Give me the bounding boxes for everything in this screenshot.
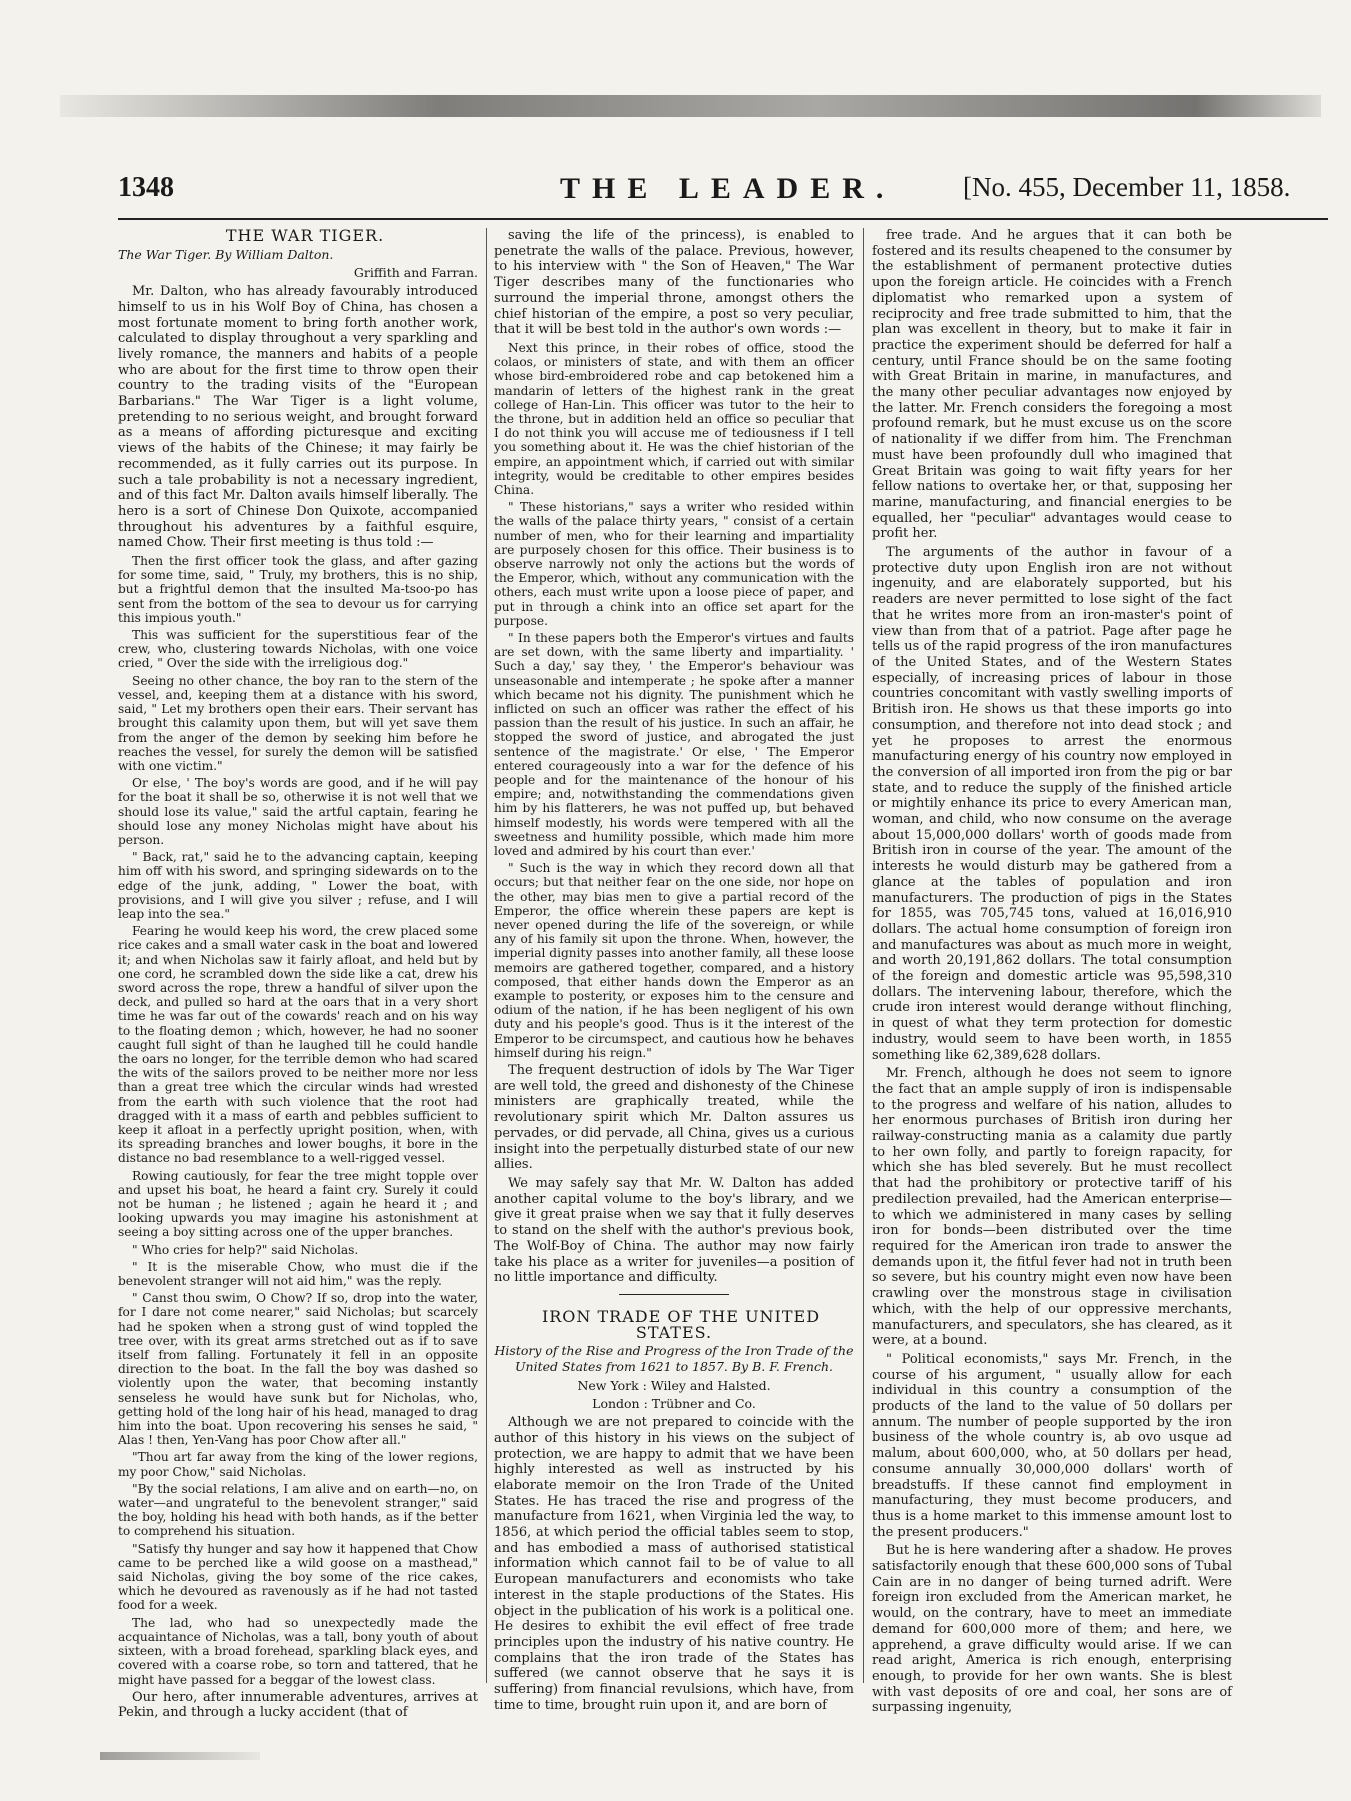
quote-paragraph: " Back, rat," said he to the advancing captain, keeping him off with his sword, and springing sidewards on to the edge of the junk, adding, " Lower the boat, with provisions, and I will give you silver ; refuse, and I will leap into the sea." bbox=[118, 850, 478, 921]
quote-paragraph: " Canst thou swim, O Chow? If so, drop into the water, for I dare not come nearer," said Nicholas; but scarcely had he spoken when a strong gust of wind toppled the tree over, with its great arms stretched out as if to save itself from falling. Fortunately it fell in an opposite direction to the boat. In the fall the boy was dashed so violently upon the water, that becoming instantly senseless he would have sunk but for Nicholas, who, getting hold of the long hair of his head, managed to drag him into the boat. Upon recovering his senses he said, " Alas ! then, Yen-Vang has poor Chow after all." bbox=[118, 1291, 478, 1448]
quote-paragraph: Fearing he would keep his word, the crew placed some rice cakes and a small water cask in the boat and lowered it; and when Nicholas saw it fairly afloat, and held but by one cord, he scrambled down the side like a cat, drew his sword across the rope, threw a handful of silver upon the deck, and pulled so hard at the oars that in a very short time he was far out of the cowards' reach and on his way to the floating demon ; which, however, he had no sooner caught full sight of than he laughed till he could handle the oars no longer, for the terrible demon who had scared the wits of the sailors proved to be neither more nor less than a great tree which the circular winds had wrested from the earth with such violence that the root had dragged with it a mass of earth and pebbles sufficient to keep it afloat in a perfectly upright position, when, with its spreading branches and lower boughs, it bore in the distance no bad resemblance to a well-rigged vessel. bbox=[118, 924, 478, 1166]
column-3 bbox=[872, 228, 1232, 1716]
article-publisher: Griffith and Farran. bbox=[353, 265, 478, 281]
column-divider bbox=[486, 228, 487, 1683]
quote-paragraph: This was sufficient for the superstitious fear of the crew, who, clustering towards Nicholas, with one voice cried, " Over the side with the irreligious dog." bbox=[118, 628, 478, 671]
page-number: 1348 bbox=[118, 172, 174, 203]
paragraph: But he is here wandering after a shadow. He proves satisfactorily enough that these 600,000 sons of Tubal Cain are in no danger of being turned adrift. Were foreign iron excluded from the American market, he would, on the contrary, have to meet an immediate demand for 600,000 more of them; and here, we apprehend, a grave difficulty would arise. If we can read aright, America is rich enough, enterprising enough, to provide for her own wants. She is blest with vast deposits of ore and coal, her sons are of surpassing ingenuity, bbox=[872, 1543, 1232, 1716]
scan-edge bbox=[60, 95, 1321, 117]
issue-info: [No. 455, December 11, 1858. bbox=[963, 172, 1291, 202]
article-byline: The War Tiger. By William Dalton. bbox=[118, 246, 334, 262]
quote-paragraph: " It is the miserable Chow, who must die if the benevolent stranger will not aid him," was the reply. bbox=[118, 1259, 478, 1289]
quote-paragraph: Next this prince, in their robes of office, stood the colaos, or ministers of state, and with them an officer whose bird-embroidered robe and cap betokened him a mandarin of letters of the highest rank in the great college of Han-Lin. This officer was tutor to the heir to the throne, but in addition held an office so peculiar that I do not think you will accuse me of tediousness if I tell you something about it. He was the chief historian of the empire, an appointment which, if carried out with similar integrity, would be creditable to other empires besides China. bbox=[494, 340, 854, 497]
masthead bbox=[118, 172, 1328, 214]
section-rule bbox=[619, 1294, 729, 1295]
article-publisher: New York : Wiley and Halsted. bbox=[577, 1377, 771, 1393]
quote-paragraph: " These historians," says a writer who resided within the walls of the palace thirty years, " consist of a certain number of men, who for their learning and impartiality are purposely chosen for this office. Their business is to observe narrowly not only the actions but the words of the Emperor, which, without any communication with the others, each must write upon a loose piece of paper, and put in through a chink into an office set apart for the purpose. bbox=[494, 500, 854, 628]
quote-paragraph: Or else, ' The boy's words are good, and if he will pay for the boat it shall be so, otherwise it is not well that we should lose its value," said the artful captain, fearing he should lose any money Nicholas might have about his person. bbox=[118, 776, 478, 847]
column-1 bbox=[118, 226, 478, 1721]
article-title: THE WAR TIGER. bbox=[225, 226, 385, 245]
newspaper-title: THE LEADER. bbox=[560, 172, 896, 205]
quote-paragraph: " Such is the way in which they record down all that occurs; but that neither fear on the one side, nor hope on the other, may bias men to give a partial record of the Emperor, the office wherein these papers are kept is never opened during the life of the sovereign, or while any of his family sit upon the throne. When, however, the imperial dignity passes into another family, all these loose memoirs are gathered together, compared, and a history composed, that either hands down the Emperor as an example to posterity, or exposes him to the censure and odium of the nation, if he has been negligent of his own duty and his people's good. Thus is it the interest of the Emperor to be circumspect, and cautious how he behaves himself during his reign." bbox=[494, 861, 854, 1060]
article-byline: History of the Rise and Progress of the Iron Trade of the United States from 1621 to 1857. By B. F. French. bbox=[494, 1343, 854, 1375]
paragraph: free trade. And he argues that it can both be fostered and its results cheapened to the consumer by the establishment of permanent protective duties upon the foreign article. He coincides with a French diplomatist who remarked upon a system of reciprocity and free trade submitted to him, that the plan was excellent in theory, but to make it fair in practice the experiment should be deferred for half a century, until France should be on the same footing with Great Britain in marine, in manufactures, and the many other peculiar advantages now enjoyed by the latter. Mr. French considers the foregoing a most profound remark, but he must excuse us on the score of nationality if we differ from him. The Frenchman must have been profoundly dull who imagined that Great Britain was going to wait fifty years for her fellow nations to overtake her, or that, supposing her marine, manufacturing, and financial energies to be equalled, her "peculiar" advantages would cease to profit her. bbox=[872, 228, 1232, 542]
scan-smudge bbox=[100, 1752, 260, 1760]
paragraph: The arguments of the author in favour of a protective duty upon English iron are not without ingenuity, and are elaborately supported, but his readers are never permitted to lose sight of the fact that he writes more from an iron-master's point of view than from that of a patriot. Page after page he tells us of the rapid progress of the iron manufactures of the United States, and of the Western States especially, of increasing prices of labour in those countries concomitant with vastly swelling imports of British iron. He shows us that these imports go into consumption, and therefore not into dead stock ; and yet he proposes to arrest the enormous manufacturing energy of his country now employed in the conversion of all imported iron from the pig or bar state, and to reduce the supply of the finished article or mightily enhance its price to every American man, woman, and child, who now consume on the average about 15,000,000 dollars' worth of goods made from British iron in course of the year. The amount of the interests he would disturb may be gathered from a glance at the tables of population and iron manufacturers. The production of pigs in the States for 1855, was 705,745 tons, valued at 16,016,910 dollars. The actual home consumption of foreign iron and manufactures was about as much more in weight, and worth 20,191,862 dollars. The total consumption of the foreign and domestic article was 95,598,310 dollars. The intervening labour, therefore, which the crude iron interest would derange without flinching, in quest of what they term protection for domestic industry, would seem to have been worth, in 1855 something like 62,389,628 dollars. bbox=[872, 545, 1232, 1063]
quote-paragraph: Seeing no other chance, the boy ran to the stern of the vessel, and, keeping them at a distance with his sword, said, " Let my brothers open their ears. Their servant has brought this calamity upon them, but will yet save them from the anger of the demon by seeking him before he reaches the vessel, for surely the demon will be satisfied with one victim." bbox=[118, 673, 478, 773]
paragraph: Mr. Dalton, who has already favourably introduced himself to us in his Wolf Boy of China, has chosen a most fortunate moment to bring forth another work, calculated to display throughout a very sparkling and lively romance, the manners and habits of a people who are about for the first time to throw open their country to the trading visits of the "European Barbarians." The War Tiger is a light volume, pretending to no serious weight, and brought forward as a means of affording picturesque and exciting views of the habits of the Chinese; it may fairly be recommended, as it fully carries out its purpose. In such a tale probability is not a necessary ingredient, and of this fact Mr. Dalton avails himself liberally. The hero is a sort of Chinese Don Quixote, accompanied throughout his adventures by a faithful esquire, named Chow. Their first meeting is thus told :— bbox=[118, 284, 478, 551]
masthead-rule bbox=[118, 218, 1328, 220]
article-title: IRON TRADE OF THE UNITED STATES. bbox=[541, 1306, 821, 1342]
quote-paragraph: The lad, who had so unexpectedly made the acquaintance of Nicholas, was a tall, bony youth of about sixteen, with a broad forehead, sparkling black eyes, and covered with a coarse robe, so torn and tattered, that he might have passed for a beggar of the lowest class. bbox=[118, 1615, 478, 1687]
quote-paragraph: Then the first officer took the glass, and after gazing for some time, said, " Truly, my brothers, this is no ship, but a frightful demon that the insulted Ma-tsoo-po has sent from the bottom of the sea to devour us for carrying this impious youth." bbox=[118, 554, 478, 625]
quote-paragraph: Rowing cautiously, for fear the tree might topple over and upset his boat, he heard a faint cry. Surely it could not be human ; he listened ; again he heard it ; and looking upwards you may imagine his astonishment at seeing a boy sitting across one of the upper branches. bbox=[118, 1168, 478, 1240]
column-2 bbox=[494, 228, 854, 1713]
quote-paragraph: "Satisfy thy hunger and say how it happened that Chow came to be perched like a wild goose on a masthead," said Nicholas, giving the boy some of the rice cakes, which he devoured as ravenously as if he had not tasted food for a week. bbox=[118, 1541, 478, 1613]
quote-paragraph: "By the social relations, I am alive and on earth—no, on water—and ungrateful to the benevolent stranger," said the boy, holding his head with both hands, as if the better to comprehend his situation. bbox=[118, 1481, 478, 1539]
paragraph: " Political economists," says Mr. French, in the course of his argument, " usually allow for each individual in this country a consumption of the products of the land to the value of 50 dollars per annum. The number of people supported by the iron business of the whole country is, ab ovo usque ad malum, about 600,000, who, at 50 dollars per head, consume annually 30,000,000 dollars' worth of breadstuffs. If these cannot find employment in manufacturing, they must become producers, and thus is a home market to this immense amount lost to the present producers." bbox=[872, 1351, 1232, 1540]
paragraph: We may safely say that Mr. W. Dalton has added another capital volume to the boy's library, and we give it great praise when we say that it fully deserves to stand on the shelf with the author's previous book, The Wolf-Boy of China. The author may now fairly take his place as a writer for juveniles—a position of no little importance and difficulty. bbox=[494, 1176, 854, 1286]
paragraph: Our hero, after innumerable adventures, arrives at Pekin, and through a lucky accident (that of bbox=[118, 1689, 478, 1721]
paragraph: Mr. French, although he does not seem to ignore the fact that an ample supply of iron is indispensable to the progress and welfare of his nation, alludes to her enormous purchases of British iron during her railway-constructing mania as a calamity due partly to her own folly, and partly to foreign rapacity, for which she has bled severely. But he must recollect that had the prohibitory or protective tariff of his predilection prevailed, had the American enterprise—to which we administered in many cases by selling iron for bonds—been distributed over the time required for the American iron trade to answer the demands upon it, the fitful fever had not in truth been so severe, but his country might even now have been crawling over the monstrous stage in civilisation which, with the help of our oppressive merchants, manufacturers, and speculators, she has cleared, as it were, at a bound. bbox=[872, 1066, 1232, 1349]
column-divider bbox=[863, 228, 864, 1683]
quote-paragraph: " In these papers both the Emperor's virtues and faults are set down, with the same liberty and impartiality. ' Such a day,' say they, ' the Emperor's behaviour was unseasonable and intemperate ; he spoke after a manner which became not his dignity. The punishment which he inflicted on such an officer was rather the effect of his passion than the result of his justice. In such an affair, he stopped the sword of justice, and abrogated the just sentence of the magistrate.' Or else, ' The Emperor entered courageously into a war for the defence of his people and for the maintenance of the honour of his empire; and, notwithstanding the commendations given him by his flatterers, he was not puffed up, but behaved himself modestly, his words were tempered with all the sweetness and humility possible, which made him more loved and admired by his court than ever.' bbox=[494, 630, 854, 859]
article-publisher: London : Trübner and Co. bbox=[592, 1396, 756, 1412]
quote-paragraph: " Who cries for help?" said Nicholas. bbox=[132, 1242, 359, 1257]
paragraph: saving the life of the princess), is enabled to penetrate the walls of the palace. Previous, however, to his interview with " the Son of Heaven," The War Tiger describes many of the functionaries who surround the imperial throne, amongst others the chief historian of the empire, a post so very peculiar, that it will be best told in the author's own words :— bbox=[494, 228, 854, 338]
quote-paragraph: "Thou art far away from the king of the lower regions, my poor Chow," said Nicholas. bbox=[118, 1450, 478, 1479]
paragraph: The frequent destruction of idols by The War Tiger are well told, the greed and dishonesty of the Chinese ministers are graphically treated, while the revolutionary spirit which Mr. Dalton assures us pervades, or did pervade, all China, gives us a curious insight into the perpetually disturbed state of our new allies. bbox=[494, 1063, 854, 1173]
paragraph: Although we are not prepared to coincide with the author of this history in his views on the subject of protection, we are happy to admit that we have been highly interested as well as instructed by his elaborate memoir on the Iron Trade of the United States. He has traced the rise and progress of the manufacture from 1621, when Virginia led the way, to 1856, at which period the official tables seem to stop, and has embodied a mass of authorised statistical information which cannot fail to be of value to all European manufacturers and economists who take interest in the staple productions of the States. His object in the publication of his work is a political one. He desires to exhibit the evil effect of free trade principles upon the industry of his native country. He complains that the iron trade of the States has suffered (we cannot observe that he says it is suffering) from financial revulsions, which have, from time to time, brought ruin upon it, and are born of bbox=[494, 1415, 854, 1713]
